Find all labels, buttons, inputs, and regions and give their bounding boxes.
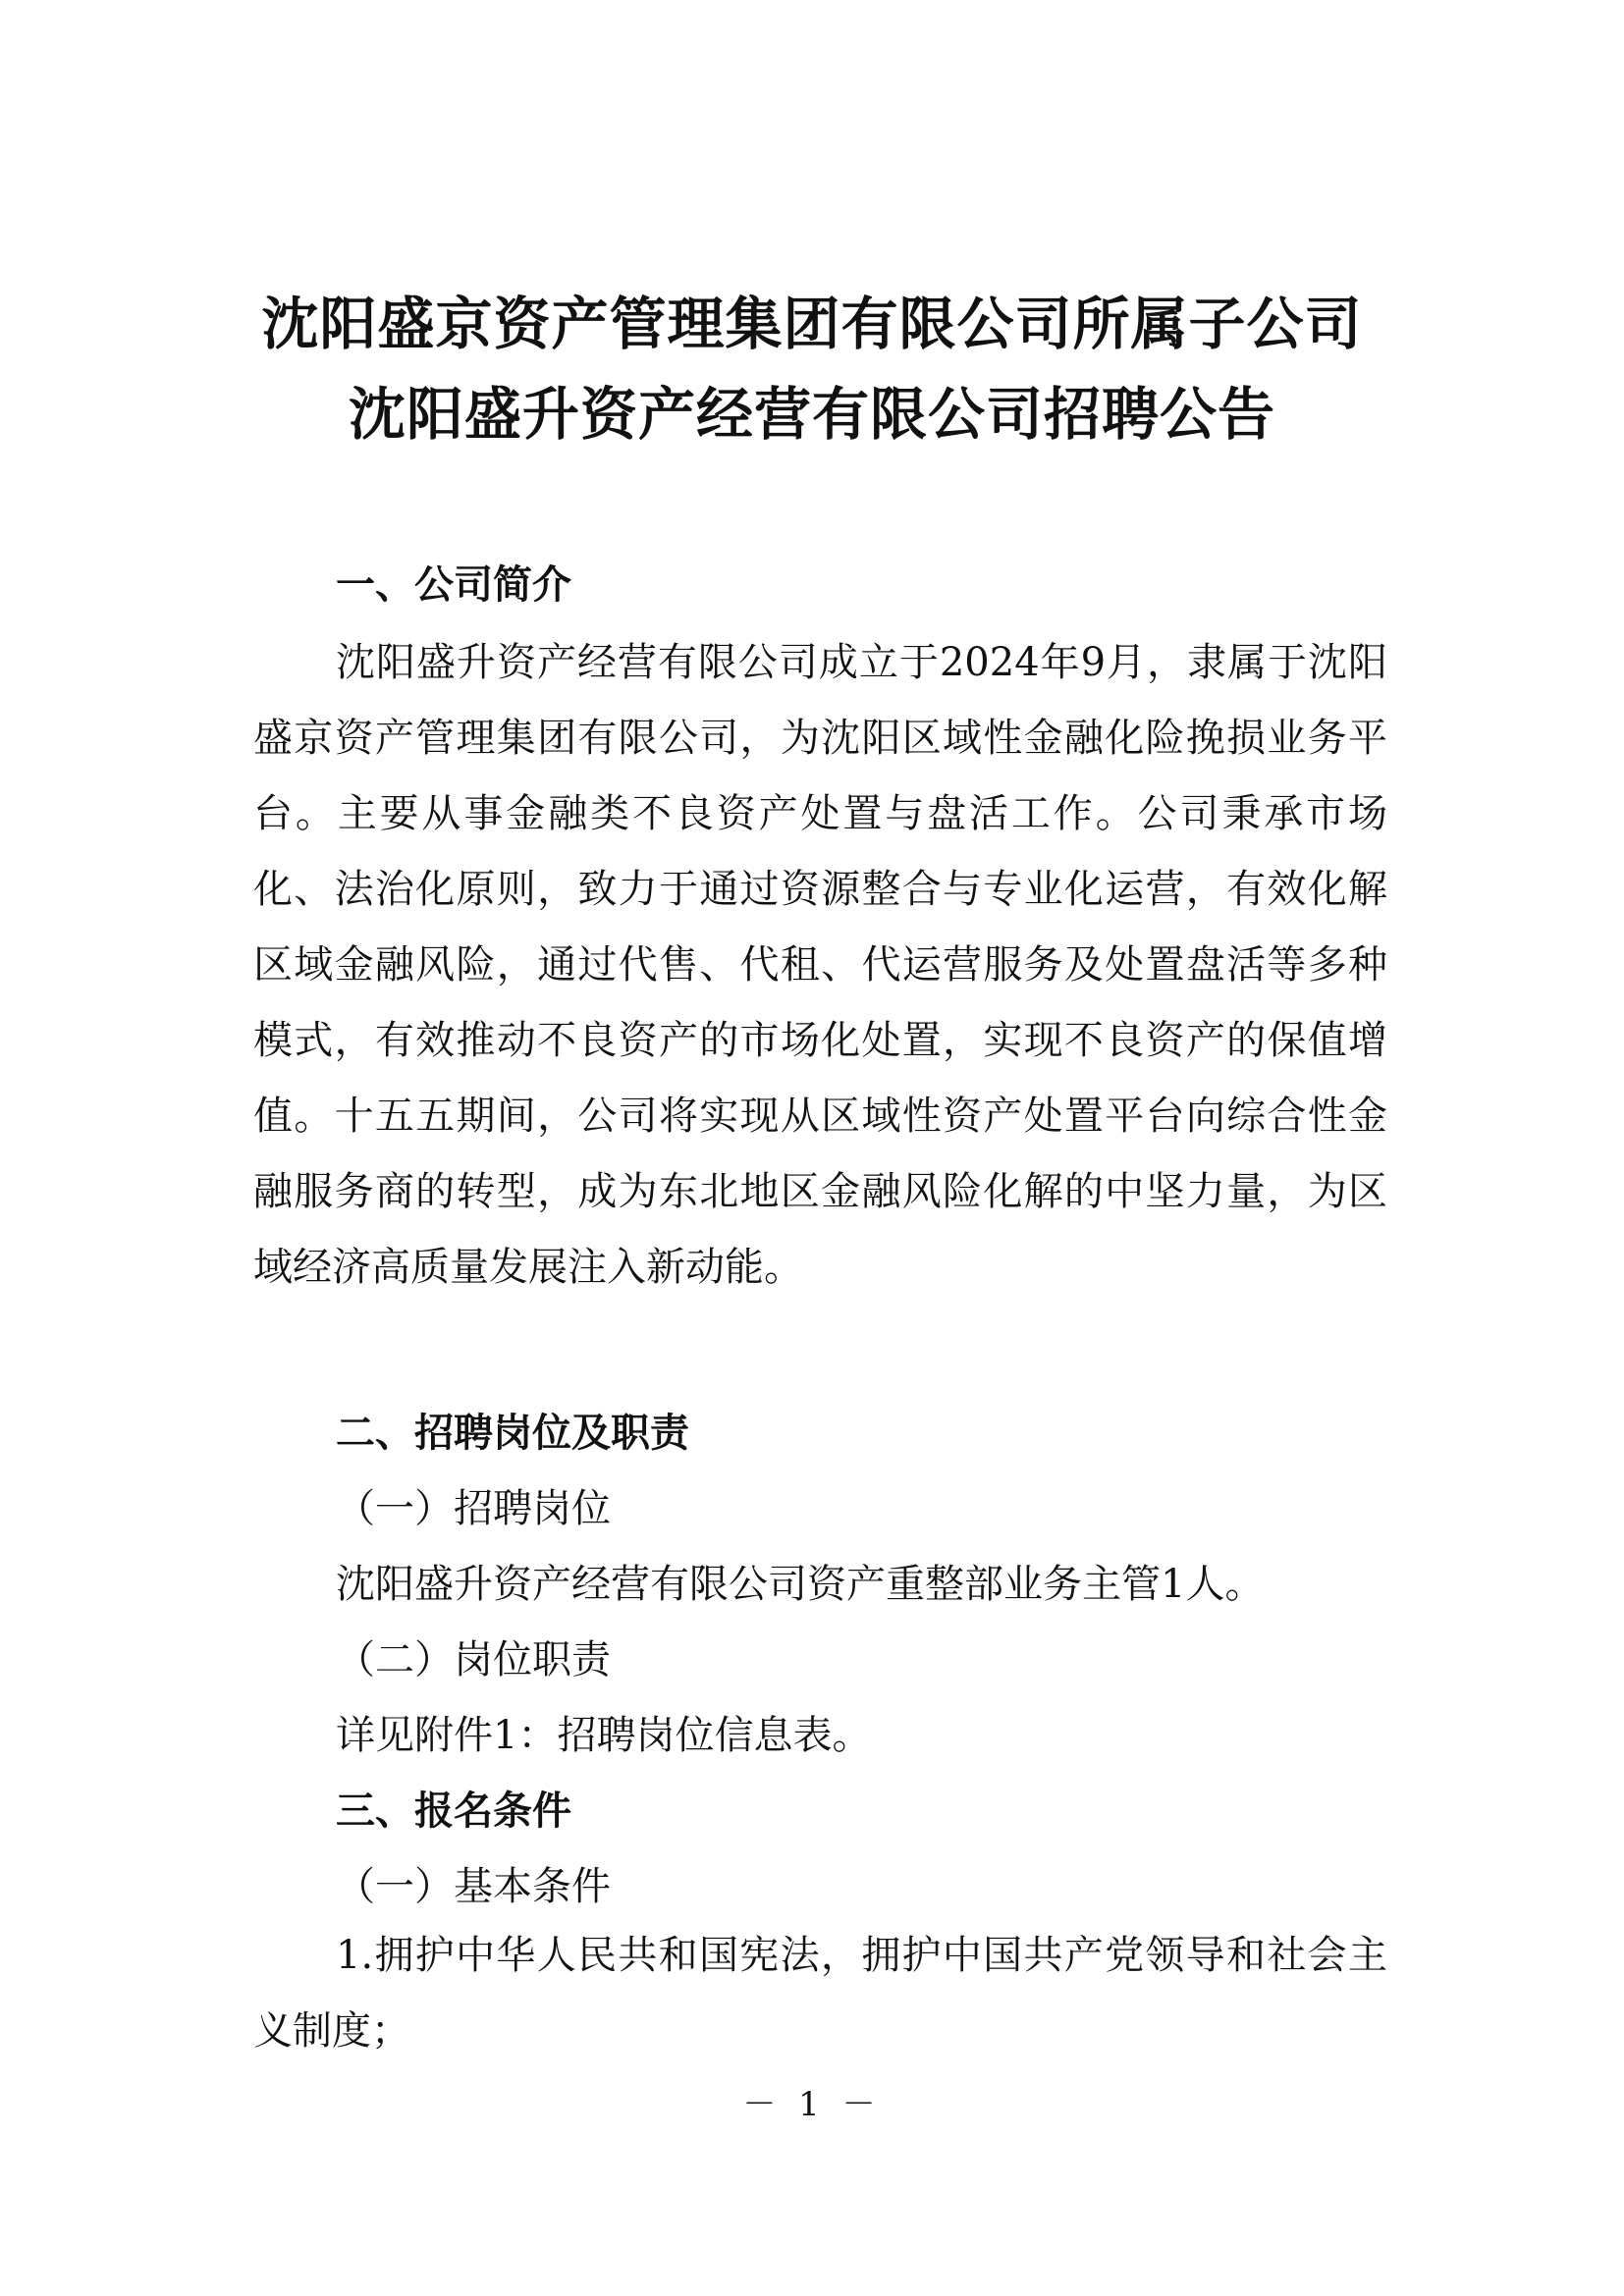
section-3-heading: 三、报名条件 (336, 1789, 571, 1834)
company-intro-paragraph: 沈阳盛升资产经营有限公司成立于2024年9月，隶属于沈阳盛京资产管理集团有限公司，为沈阳区域性金融化险挽损业务平台。主要从事金融类不良资产处置与盘活工作。公司秉承市场化、法治化原则，致力于通过资源整合与专业化运营，有效化解区域金融风险，通过代售、代租、代运营服务及处置盘活等多种模式，有效推动不良资产的市场化处置，实现不良资产的保值增值。十五五期间，公司将实现从区域性资产处置平台向综合性金融服务商的转型，成为东北地区金融风险化解的中坚力量，为区域经济高质量发展注入新动能。 (253, 640, 1387, 1290)
section-3-item-1: 1.拥护中华人民共和国宪法，拥护中国共产党领导和社会主义制度； (253, 1933, 1387, 2054)
document-title-line-2: 沈阳盛升资产经营有限公司招聘公告 (348, 381, 1275, 448)
section-2-subheading-1: （一）招聘岗位 (336, 1486, 611, 1531)
section-3-subheading-1: （一）基本条件 (336, 1864, 611, 1909)
section-1-heading: 一、公司简介 (336, 562, 571, 608)
section-1-body (253, 625, 1387, 1306)
document-title-line-1: 沈阳盛京资产管理集团有限公司所属子公司 (261, 291, 1363, 357)
section-2-subheading-2: （二）岗位职责 (336, 1637, 611, 1682)
section-3-item-block (253, 1918, 1387, 2069)
page-number: － 1 － (742, 2085, 882, 2124)
section-2-position-text: 沈阳盛升资产经营有限公司资产重整部业务主管1人。 (336, 1562, 1265, 1607)
section-2-heading: 二、招聘岗位及职责 (336, 1411, 689, 1456)
section-2-duties-text: 详见附件1：招聘岗位信息表。 (336, 1713, 872, 1758)
